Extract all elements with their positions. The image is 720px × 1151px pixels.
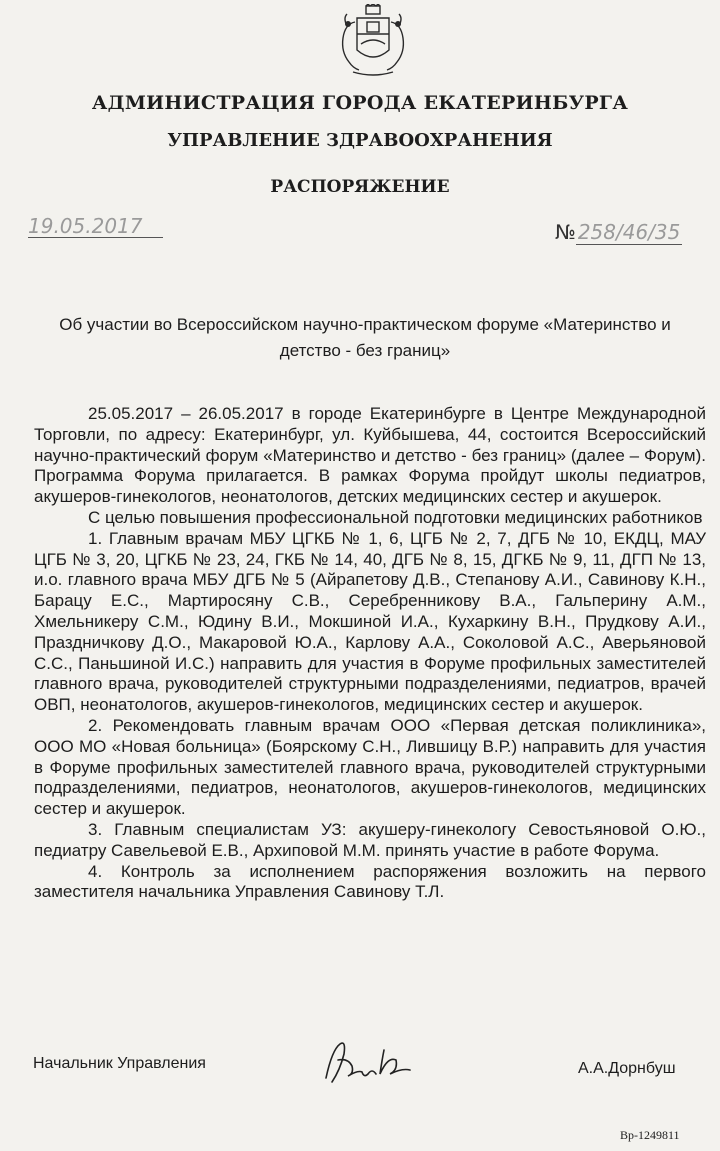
paragraph-item-1: 1. Главным врачам МБУ ЦГКБ № 1, 6, ЦГБ № 2, 7, ДГБ № 10, ЕКДЦ, МАУ ЦГБ № 3, 20, ЦГКБ № 23, 24, ГКБ № 14, 40, ДГБ № 8, 15, ДГКБ № 9, 11, ДГП № 13, и.о. главного врача МБУ ДГБ № 5 (Айрапетову Д.В., Степанову А.И., Савинову К.Н., Барацу Е.С., Мартиросяну С.В., Серебренникову В.А., Гальперину А.М., Хмельникеру С.М., Юдину В.И., Мокшиной И.А., Кухаркину В.Н., Прудкову А.И., Праздничкову Д.О., Макаровой Ю.А., Карлову А.А., Соколовой А.С., Аверьяновой С.С., Паньшиной И.С.) направить для участия в Форуме профильных заместителей главного врача, руководителей структурными подразделениями, педиатров, врачей ОВП, неонатологов, акушеров-гинекологов, медицинских сестер и акушерок. (34, 528, 706, 715)
document-subject: Об участии во Всероссийском научно-практическом форуме «Материнство и детство - без границ» (59, 315, 671, 360)
paragraph-purpose: С целью повышения профессиональной подготовки медицинских работников (88, 507, 703, 527)
paragraph-item-2: 2. Рекомендовать главным врачам ООО «Первая детская поликлиника», ООО МО «Новая больница» (Боярскому С.Н., Лившицу В.Р.) направить для участия в Форуме профильных заместителей главного врача, руководителей структурными подразделениями, педиатров, неонатологов, акушеров-гинекологов, медицинских сестер и акушерок. (34, 715, 706, 819)
document-date: 19.05.2017 (28, 215, 163, 238)
department-title: УПРАВЛЕНИЕ ЗДРАВООХРАНЕНИЯ (167, 130, 553, 151)
city-coat-of-arms-icon (333, 4, 413, 80)
signatory-name: А.А.Дорнбуш (578, 1060, 676, 1077)
document-type: РАСПОРЯЖЕНИЕ (270, 177, 450, 197)
document-body (34, 404, 706, 903)
document-code: Вр-1249811 (620, 1128, 680, 1142)
paragraph-intro: 25.05.2017 – 26.05.2017 в городе Екатеринбурге в Центре Международной Торговли, по адресу: Екатеринбург, ул. Куйбышева, 44, состоится Всероссийский научно-практический форум «Материнство и детство - без границ» (далее – Форум). Программа Форума прилагается. В рамках Форума пройдут школы педиатров, акушеров-гинекологов, неонатологов, детских медицинских сестер и акушерок. (34, 404, 706, 507)
signatory-title: Начальник Управления (33, 1055, 206, 1072)
number-value: 258/46/35 (577, 220, 681, 244)
organization-title: АДМИНИСТРАЦИЯ ГОРОДА ЕКАТЕРИНБУРГА (91, 92, 629, 114)
handwritten-signature-icon (318, 1030, 428, 1090)
paragraph-item-4: 4. Контроль за исполнением распоряжения возложить на первого заместителя начальника Управления Савинову Т.Л. (34, 861, 706, 902)
document-number (555, 220, 715, 244)
number-prefix: № (555, 220, 576, 244)
paragraph-item-3: 3. Главным специалистам УЗ: акушеру-гинекологу Севостьяновой О.Ю., педиатру Савельевой Е.В., Архиповой М.М. принять участие в работе Форума. (34, 819, 706, 860)
